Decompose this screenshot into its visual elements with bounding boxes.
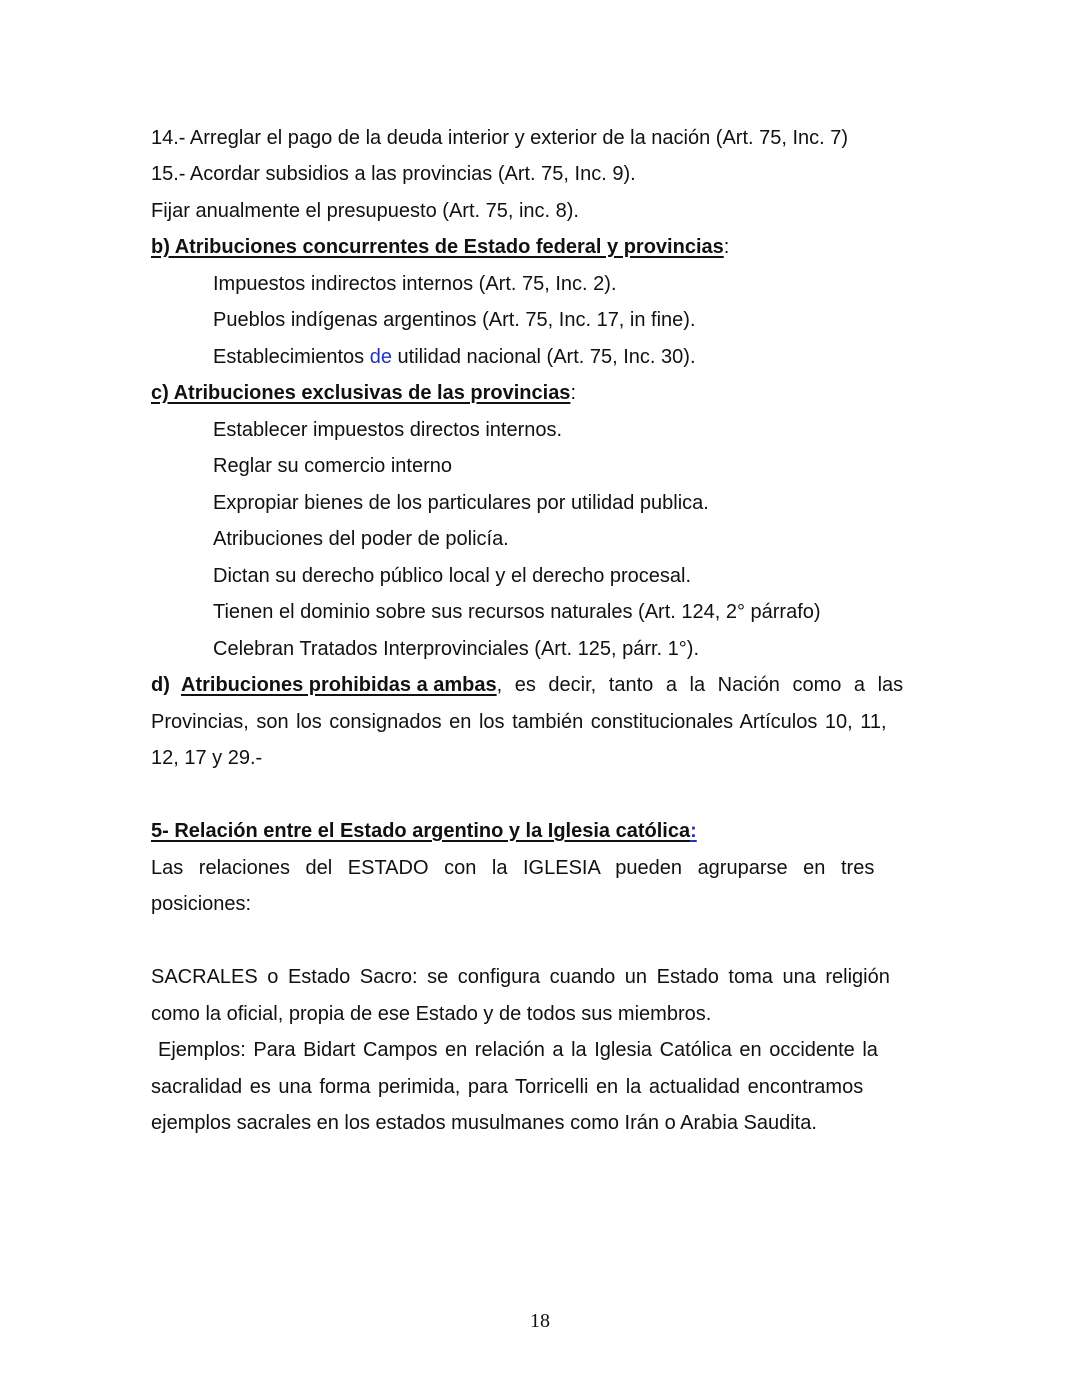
section-b-item3-post: utilidad nacional (Art. 75, Inc. 30). (392, 346, 696, 368)
section-c-item: Expropiar bienes de los particulares por utilidad publica. (213, 492, 709, 514)
section-b-item (213, 343, 696, 371)
section-c-item: Dictan su derecho público local y el derecho procesal. (213, 565, 692, 587)
section-b-heading-colon: : (723, 236, 730, 258)
section-d-line-2: Provincias, son los consignados en los también constitucionales Artículos 10, 11, (151, 711, 887, 733)
list-item-15: 15.- Acordar subsidios a las provincias (Art. 75, Inc. 9). (151, 163, 636, 185)
section-b-item: Pueblos indígenas argentinos (Art. 75, Inc. 17, in fine). (213, 309, 696, 331)
section-d-line-1 (151, 671, 929, 699)
section-b-item3-pre: Establecimientos (213, 346, 370, 368)
section-c-heading-colon: : (570, 382, 576, 404)
section-5-paragraph-1-line-1: Las relaciones del ESTADO con la IGLESIA pueden agruparse en tres (151, 857, 875, 879)
section-c-heading (151, 379, 576, 407)
section-b-item3-blue: de (369, 346, 392, 368)
section-c-item: Reglar su comercio interno (213, 455, 452, 477)
section-b-heading-text: b) Atribuciones concurrentes de Estado federal y provincias (151, 236, 724, 258)
ejemplos-paragraph-line-3: ejemplos sacrales en los estados musulmanes como Irán o Arabia Saudita. (151, 1112, 817, 1134)
budget-line: Fijar anualmente el presupuesto (Art. 75, inc. 8). (151, 200, 579, 222)
section-5-heading-text: 5- Relación entre el Estado argentino y la Iglesia católica (151, 820, 691, 842)
section-c-item: Atribuciones del poder de policía. (213, 528, 509, 550)
section-d-line1-rest: , es decir, tanto a la Nación como a las (496, 674, 904, 696)
section-c-heading-text: c) Atribuciones exclusivas de las provincias (151, 382, 571, 404)
section-5-heading (151, 817, 697, 845)
ejemplos-paragraph-line-2: sacralidad es una forma perimida, para Torricelli en la actualidad encontramos (151, 1076, 864, 1098)
section-5-paragraph-1-line-2: posiciones: (151, 893, 252, 915)
ejemplos-paragraph-line-1: Ejemplos: Para Bidart Campos en relación a la Iglesia Católica en occidente la (158, 1039, 878, 1061)
section-c-item: Tienen el dominio sobre sus recursos naturales (Art. 124, 2° párrafo) (213, 601, 821, 623)
section-b-item: Impuestos indirectos internos (Art. 75, Inc. 2). (213, 273, 617, 295)
section-d-heading: Atribuciones prohibidas a ambas (181, 674, 497, 696)
section-b-heading (151, 233, 729, 261)
section-5-heading-colon: : (690, 820, 697, 842)
section-c-item: Establecer impuestos directos internos. (213, 419, 563, 441)
list-item-14: 14.- Arreglar el pago de la deuda interior y exterior de la nación (Art. 75, Inc. 7) (151, 127, 849, 149)
sacrales-paragraph-line-2: como la oficial, propia de ese Estado y de todos sus miembros. (151, 1003, 712, 1025)
section-d-label: d) (151, 674, 170, 696)
sacrales-paragraph-line-1: SACRALES o Estado Sacro: se configura cuando un Estado toma una religión (151, 966, 890, 988)
section-c-item: Celebran Tratados Interprovinciales (Art. 125, párr. 1°). (213, 638, 700, 660)
section-d-line-3: 12, 17 y 29.- (151, 747, 263, 769)
page-number: 18 (530, 1310, 550, 1332)
